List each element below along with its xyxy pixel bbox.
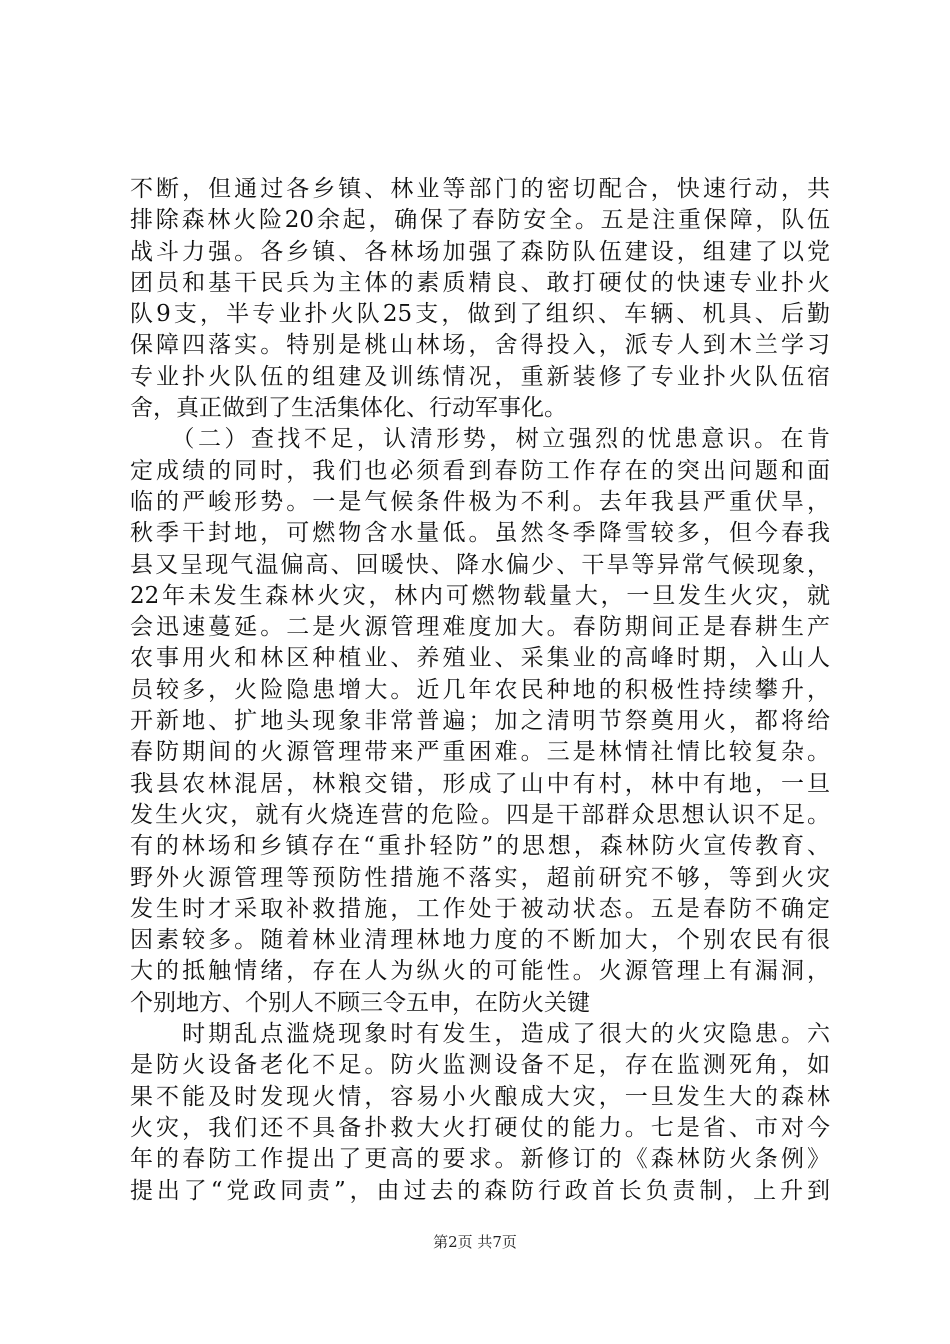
text-line: 不断，但通过各乡镇、林业等部门的密切配合，快速行动，共	[130, 176, 830, 202]
text-line: 火灾，我们还不具备扑救大火打硬仗的能力。七是省、市对今	[130, 1114, 830, 1141]
text-line: 战斗力强。各乡镇、各林场加强了森防队伍建设，组建了以党	[130, 238, 830, 265]
text-line: 个别地方、个别人不顾三令五申，在防火关键	[130, 989, 590, 1016]
text-line: 专业扑火队伍的组建及训练情况，重新装修了专业扑火队伍宿	[130, 363, 830, 390]
text-line: 临的严峻形势。一是气候条件极为不利。去年我县严重伏旱，	[130, 488, 830, 515]
text-line: （二）查找不足，认清形势，树立强烈的忧患意识。在肯	[130, 426, 830, 453]
text-line: 员较多，火险隐患增大。近几年农民种地的积极性持续攀升，	[130, 676, 830, 703]
body-text	[130, 174, 830, 1207]
text-line: 团员和基干民兵为主体的素质精良、敢打硬仗的快速专业扑火	[130, 269, 830, 296]
text-line: 发生火灾，就有火烧连营的危险。四是干部群众思想认识不足。	[130, 801, 830, 828]
text-line: 果不能及时发现火情，容易小火酿成大灾，一旦发生大的森林	[130, 1083, 830, 1110]
text-line: 会迅速蔓延。二是火源管理难度加大。春防期间正是春耕生产	[130, 614, 830, 641]
text-line: 县又呈现气温偏高、回暖快、降水偏少、干旱等异常气候现象，	[130, 551, 830, 578]
text-line: 因素较多。随着林业清理林地力度的不断加大，个别农民有很	[130, 927, 830, 954]
text-line: 队9支，半专业扑火队25支，做到了组织、车辆、机具、后勤	[130, 301, 830, 328]
page-footer: 第2页 共7页	[433, 1233, 517, 1251]
text-line: 保障四落实。特别是桃山林场，舍得投入，派专人到木兰学习	[130, 332, 830, 359]
text-line: 排除森林火险20余起，确保了春防安全。五是注重保障，队伍	[130, 207, 830, 234]
text-line: 农事用火和林区种植业、养殖业、采集业的高峰时期，入山人	[130, 645, 830, 672]
text-line: 22年未发生森林火灾，林内可燃物载量大，一旦发生火灾，就	[130, 582, 830, 609]
text-line: 春防期间的火源管理带来严重困难。三是林情社情比较复杂。	[130, 739, 830, 766]
text-line: 定成绩的同时，我们也必须看到春防工作存在的突出问题和面	[130, 457, 830, 484]
text-line: 开新地、扩地头现象非常普遍；加之清明节祭奠用火，都将给	[130, 708, 830, 735]
text-line: 时期乱点滥烧现象时有发生，造成了很大的火灾隐患。六	[130, 1021, 830, 1048]
text-line: 秋季干封地，可燃物含水量低。虽然冬季降雪较多，但今春我	[130, 520, 830, 547]
text-line: 发生时才采取补救措施，工作处于被动状态。五是春防不确定	[130, 895, 830, 922]
text-line: 舍，真正做到了生活集体化、行动军事化。	[130, 395, 567, 422]
text-line: 是防火设备老化不足。防火监测设备不足，存在监测死角，如	[130, 1052, 830, 1079]
text-line: 提出了“党政同责”，由过去的森防行政首长负责制，上升到	[130, 1177, 830, 1204]
text-line: 我县农林混居，林粮交错，形成了山中有村，林中有地，一旦	[130, 770, 830, 797]
text-line: 年的春防工作提出了更高的要求。新修订的《森林防火条例》	[130, 1146, 830, 1173]
text-line: 有的林场和乡镇存在“重扑轻防”的思想，森林防火宣传教育、	[130, 833, 830, 860]
text-line: 大的抵触情绪，存在人为纵火的可能性。火源管理上有漏洞，	[130, 958, 830, 985]
text-line: 野外火源管理等预防性措施不落实，超前研究不够，等到火灾	[130, 864, 830, 891]
